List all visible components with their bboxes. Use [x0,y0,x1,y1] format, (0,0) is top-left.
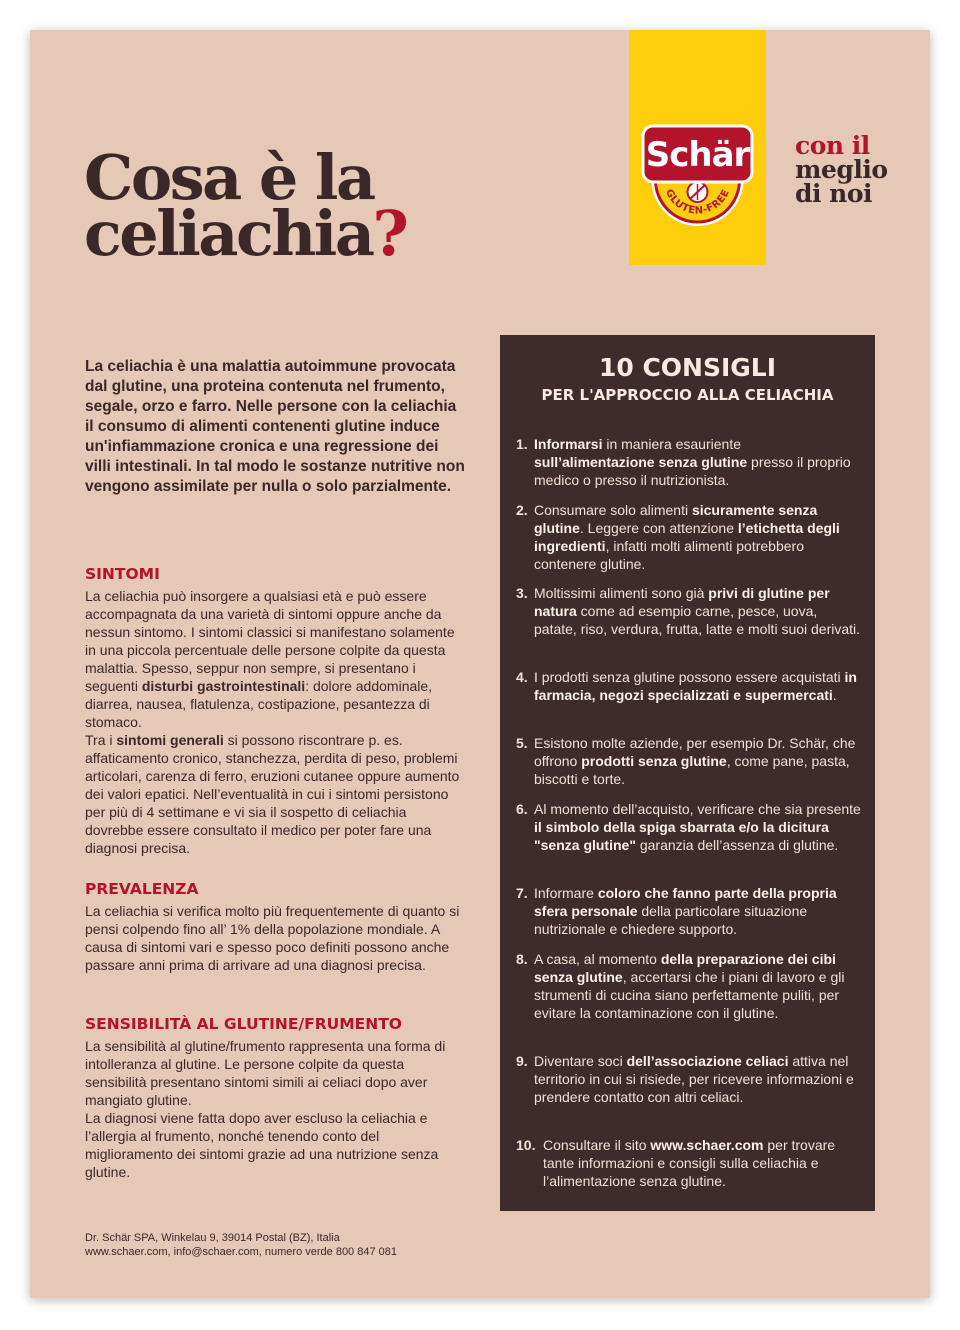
svg-text:Schär: Schär [645,135,750,175]
section-heading: PREVALENZA [85,880,199,898]
footer-line: Dr. Schär SPA, Winkelau 9, 39014 Postal (BZ), Italia [85,1232,340,1244]
tips-box [500,335,875,1211]
tip-number: 4. [516,669,528,685]
tip-number: 10. [516,1137,536,1153]
tip-item [516,800,861,854]
section-sintomi [85,563,465,857]
tips-title: 10 CONSIGLI [598,353,777,382]
tip-item [516,668,861,704]
section-sensibilita [85,1013,465,1181]
footer-address [85,1231,505,1259]
tip-number: 6. [516,801,528,817]
tip-number: 2. [516,502,528,518]
tip-item [516,1052,861,1106]
tip-number: 7. [516,885,528,901]
tip-item [516,584,861,638]
title-question-mark: ? [372,197,407,270]
brand-tagline [795,131,925,208]
section-heading: SINTOMI [85,565,160,583]
tip-text: I prodotti senza glutine possono essere acquistati in farmacia, negozi specializzati e supermercati. [534,669,857,703]
page-title [84,141,604,270]
tip-text: Consumare solo alimenti sicuramente senza glutine. Leggere con attenzione l’etichetta degli ingredienti, infatti molti alimenti potrebbero contenere glutine. [534,502,840,572]
title-line-2: celiachia [84,197,373,270]
section-text: La celiachia si verifica molto più frequentemente di quanto si pensi colpendo fino all’ 1% della popolazione mondiale. A causa di sintomi vari e spesso poco definiti possono anche passare anni prima di arrivare ad una diagnosi precisa. [85,903,460,973]
tip-item [516,884,861,938]
tip-item [516,501,861,573]
tip-text: Informarsi in maniera esauriente sull’alimentazione senza glutine presso il proprio medico o presso il nutrizionista. [534,436,851,488]
section-text: La sensibilità al glutine/frumento rappresenta una forma di intolleranza al glutine. Le persone colpite da questa sensibilità presentano sintomi simili ai celiaci dopo aver mangiato glutine. La diagnosi viene fatta dopo aver escluso la celiachia e l’allergia al frumento, nonché tenendo conto del miglioramento dei sintomi grazie ad una nutrizione senza glutine. [85,1038,446,1180]
tip-text: Moltissimi alimenti sono già privi di glutine per natura come ad esempio carne, pesce, uova, patate, riso, verdura, frutta, latte e molti suoi derivati. [534,585,861,637]
tip-item [516,734,861,788]
tip-text: Al momento dell’acquisto, verificare che sia presente il simbolo della spiga sbarrata e/o la dicitura "senza glutine" garanzia dell’assenza di glutine. [534,801,861,853]
tip-number: 8. [516,951,528,967]
tip-number: 1. [516,436,528,452]
svg-text:GLUTEN-FREE: GLUTEN-FREE [662,187,732,217]
tip-text: Consultare il sito www.schaer.com per trovare tante informazioni e consigli sulla celiachia e l’alimentazione senza glutine. [543,1137,836,1189]
schar-logo-icon [629,118,766,248]
tip-item [516,1136,861,1190]
footer-line: www.schaer.com, info@schaer.com, numero verde 800 847 081 [85,1246,397,1258]
brand-panel [629,30,766,265]
tip-item [516,950,861,1022]
section-text: La celiachia può insorgere a qualsiasi età e può essere accompagnata da una varietà di sintomi oppure anche da nessun sintomo. I sintomi classici si manifestano solamente in una piccola percentuale delle persone colpite da questa malattia. Spesso, seppur non sempre, si presentano i seguenti disturbi gastrointestinali: dolore addominale, diarrea, nausea, flatulenza, costipazione, pesantezza di stomaco. Tra i sintomi generali si possono riscontrare p. es. affaticamento cronico, stanchezza, perdita di peso, problemi articolari, carenza di ferro, eruzioni cutanee oppure aumento dei valori epatici. Nell’eventualità in cui i sintomi persistono per più di 4 settimane e vi sia il sospetto di celiachia dovrebbe essere consultato il medico per poter fare una diagnosi precisa. [85,588,460,856]
section-heading: SENSIBILITÀ AL GLUTINE/FRUMENTO [85,1015,402,1033]
tagline-line: meglio [795,155,888,184]
tip-text: Informare coloro che fanno parte della propria sfera personale della particolare situazione nutrizionale e chiedere supporto. [534,885,837,937]
tip-number: 3. [516,585,528,601]
tip-number: 9. [516,1053,528,1069]
tip-item [516,435,861,489]
tip-text: A casa, al momento della preparazione dei cibi senza glutine, accertarsi che i piani di lavoro e gli strumenti di cucina siano perfettamente puliti, per evitare la contaminazione con il glutine. [534,951,845,1021]
tip-text: Diventare soci dell’associazione celiaci attiva nel territorio in cui si risiede, per ricevere informazioni e prendere contatto con altri celiaci. [534,1053,854,1105]
intro-paragraph: La celiachia è una malattia autoimmune provocata dal glutine, una proteina contenuta nel frumento, segale, orzo e farro. Nelle persone con la celiachia il consumo di alimenti contenenti glutine induce un'infiammazione cronica e una regressione dei villi intestinali. In tal modo le sostanze nutritive non vengono assimilate per nulla o solo parzialmente. [85,358,465,495]
title-line-1: Cosa è la [84,141,374,214]
tagline-line: con il [795,131,870,160]
tip-text: Esistono molte aziende, per esempio Dr. Schär, che offrono prodotti senza glutine, come pane, pasta, biscotti e torte. [534,735,856,787]
flyer-page [30,30,930,1298]
tip-number: 5. [516,735,528,751]
tagline-line: di noi [795,179,873,208]
tips-subtitle: PER L'APPROCCIO ALLA CELIACHIA [541,386,834,404]
section-prevalenza [85,878,465,974]
